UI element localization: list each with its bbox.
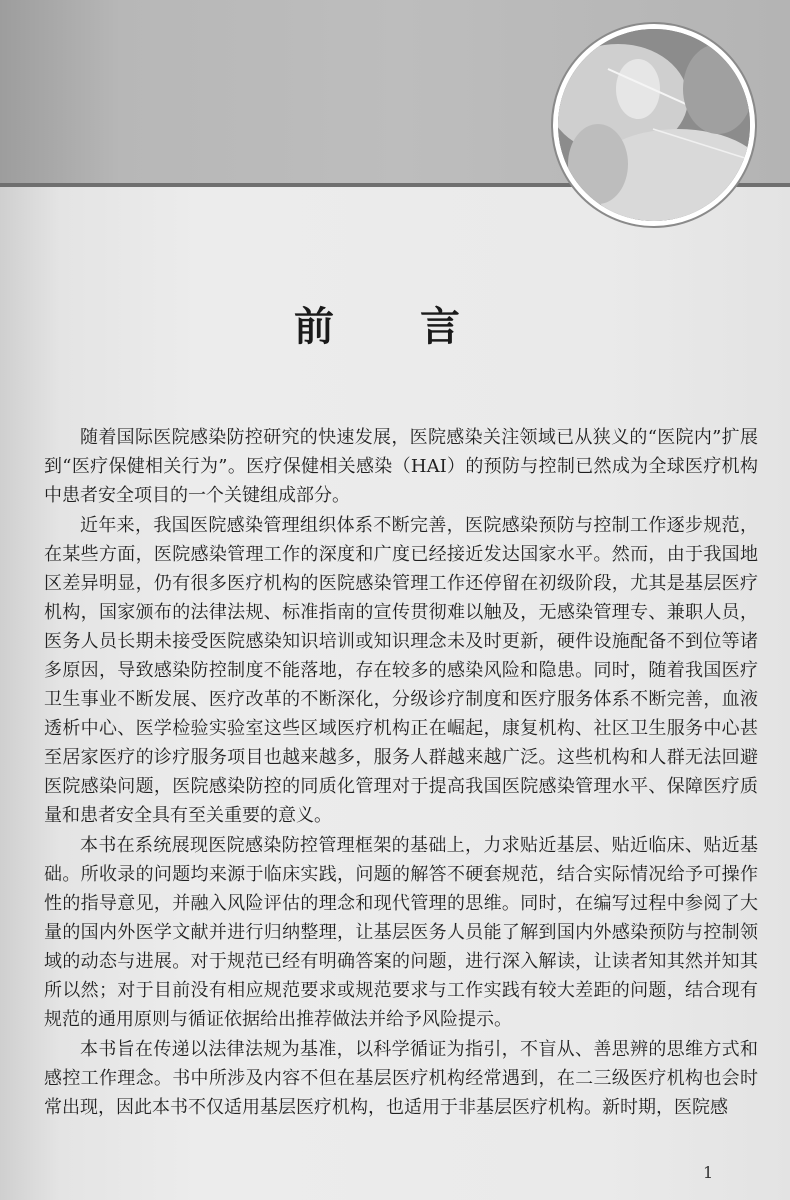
paragraph: 随着国际医院感染防控研究的快速发展，医院感染关注领域已从狭义的“医院内”扩展到“医疗保健相关行为”。医疗保健相关感染（HAI）的预防与控制已然成为全球医疗机构中患者安全项目的一个关键组成部分。	[44, 427, 758, 506]
header-photo	[553, 24, 755, 226]
page-title: 前 言	[294, 304, 496, 350]
paragraph: 近年来，我国医院感染管理组织体系不断完善，医院感染预防与控制工作逐步规范，在某些方面，医院感染管理工作的深度和广度已经接近发达国家水平。然而，由于我国地区差异明显，仍有很多医疗机构的医院感染管理工作还停留在初级阶段，尤其是基层医疗机构，国家颁布的法律法规、标准指南的宣传贯彻难以触及，无感染管理专、兼职人员，医务人员长期未接受医院感染知识培训或知识理念未及时更新，硬件设施配备不到位等诸多原因，导致感染防控制度不能落地，存在较多的感染风险和隐患。同时，随着我国医疗卫生事业不断发展、医疗改革的不断深化，分级诊疗制度和医疗服务体系不断完善，血液透析中心、医学检验实验室这些区域医疗机构正在崛起，康复机构、社区卫生服务中心甚至居家医疗的诊疗服务项目也越来越多，服务人群越来越广泛。这些机构和人群无法回避医院感染问题，医院感染防控的同质化管理对于提高我国医院感染管理水平、保障医疗质量和患者安全具有至关重要的意义。	[44, 515, 758, 826]
preface-body	[44, 423, 758, 1123]
paragraph: 本书在系统展现医院感染防控管理框架的基础上，力求贴近基层、贴近临床、贴近基础。所收录的问题均来源于临床实践，问题的解答不硬套规范，结合实际情况给予可操作性的指导意见，并融入风险评估的理念和现代管理的思维。同时，在编写过程中参阅了大量的国内外医学文献并进行归纳整理，让基层医务人员能了解到国内外感染预防与控制领域的动态与进展。对于规范已经有明确答案的问题，进行深入解读，让读者知其然并知其所以然；对于目前没有相应规范要求或规范要求与工作实践有较大差距的问题，结合现有规范的通用原则与循证依据给出推荐做法并给予风险提示。	[44, 835, 758, 1030]
paragraph: 本书旨在传递以法律法规为基准，以科学循证为指引，不盲从、善思辨的思维方式和感控工作理念。书中所涉及内容不但在基层医疗机构经常遇到，在二三级医疗机构也会时常出现，因此本书不仅适用基层医疗机构，也适用于非基层医疗机构。新时期，医院感	[44, 1039, 758, 1118]
page-number: 1	[703, 1163, 714, 1182]
hand-photo-illustration	[558, 29, 750, 221]
